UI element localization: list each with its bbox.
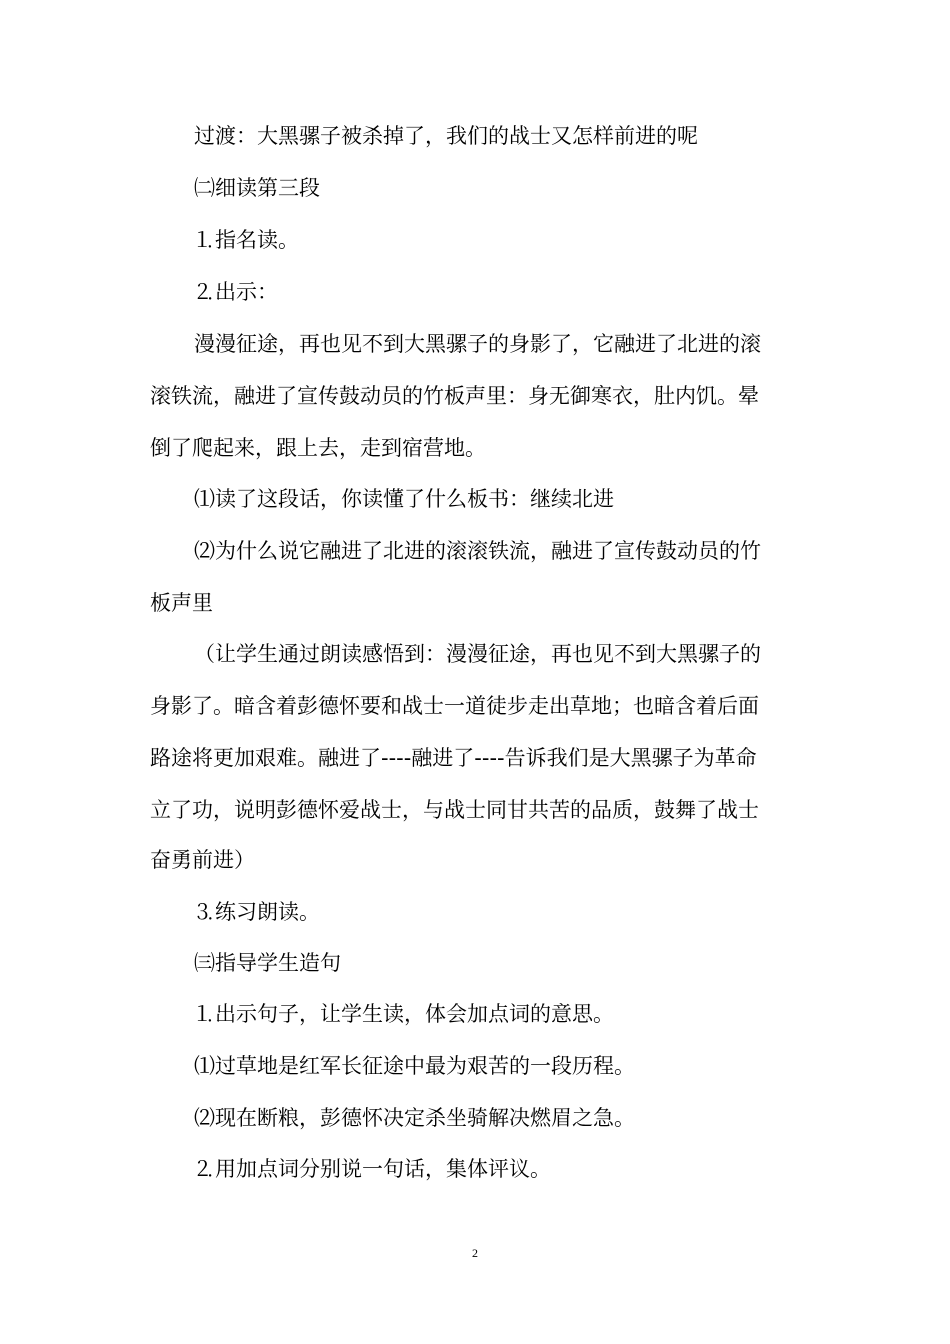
question-2-continued: 板声里 xyxy=(150,591,213,615)
step-2: ⒉出示： xyxy=(194,280,278,304)
sentence-1: ⑴过草地是红军长征途中最为艰苦的一段历程。 xyxy=(194,1054,635,1078)
step-1: ⒈指名读。 xyxy=(194,228,299,252)
passage-line: 漫漫征途，再也见不到大黑骡子的身影了，它融进了北进的滚 xyxy=(194,332,761,356)
page-number: 2 xyxy=(472,1246,478,1260)
step-2: ⒉用加点词分别说一句话，集体评议。 xyxy=(194,1157,551,1181)
passage-line: 倒了爬起来，跟上去，走到宿营地。 xyxy=(150,436,486,460)
step-1: ⒈出示句子，让学生读，体会加点词的意思。 xyxy=(194,1002,614,1026)
sentence-2: ⑵现在断粮，彭德怀决定杀坐骑解决燃眉之急。 xyxy=(194,1106,635,1130)
section-heading-2: ㈡细读第三段 xyxy=(194,176,320,200)
explanation-line: 立了功，说明彭德怀爱战士，与战士同甘共苦的品质，鼓舞了战士 xyxy=(150,798,759,822)
explanation-line: 身影了。暗含着彭德怀要和战士一道徒步走出草地；也暗含着后面 xyxy=(150,694,759,718)
explanation-line: （让学生通过朗读感悟到：漫漫征途，再也见不到大黑骡子的 xyxy=(194,642,761,666)
explanation-line: 奋勇前进） xyxy=(150,848,255,872)
transition-line: 过渡：大黑骡子被杀掉了，我们的战士又怎样前进的呢 xyxy=(194,124,698,148)
question-1: ⑴读了这段话，你读懂了什么板书：继续北进 xyxy=(194,487,614,511)
step-3: ⒊练习朗读。 xyxy=(194,900,320,924)
passage-line: 滚铁流，融进了宣传鼓动员的竹板声里：身无御寒衣，肚内饥。晕 xyxy=(150,384,759,408)
question-2: ⑵为什么说它融进了北进的滚滚铁流，融进了宣传鼓动员的竹 xyxy=(194,539,761,563)
section-heading-3: ㈢指导学生造句 xyxy=(194,951,341,975)
explanation-line: 路途将更加艰难。融进了----融进了----告诉我们是大黑骡子为革命 xyxy=(150,746,757,770)
